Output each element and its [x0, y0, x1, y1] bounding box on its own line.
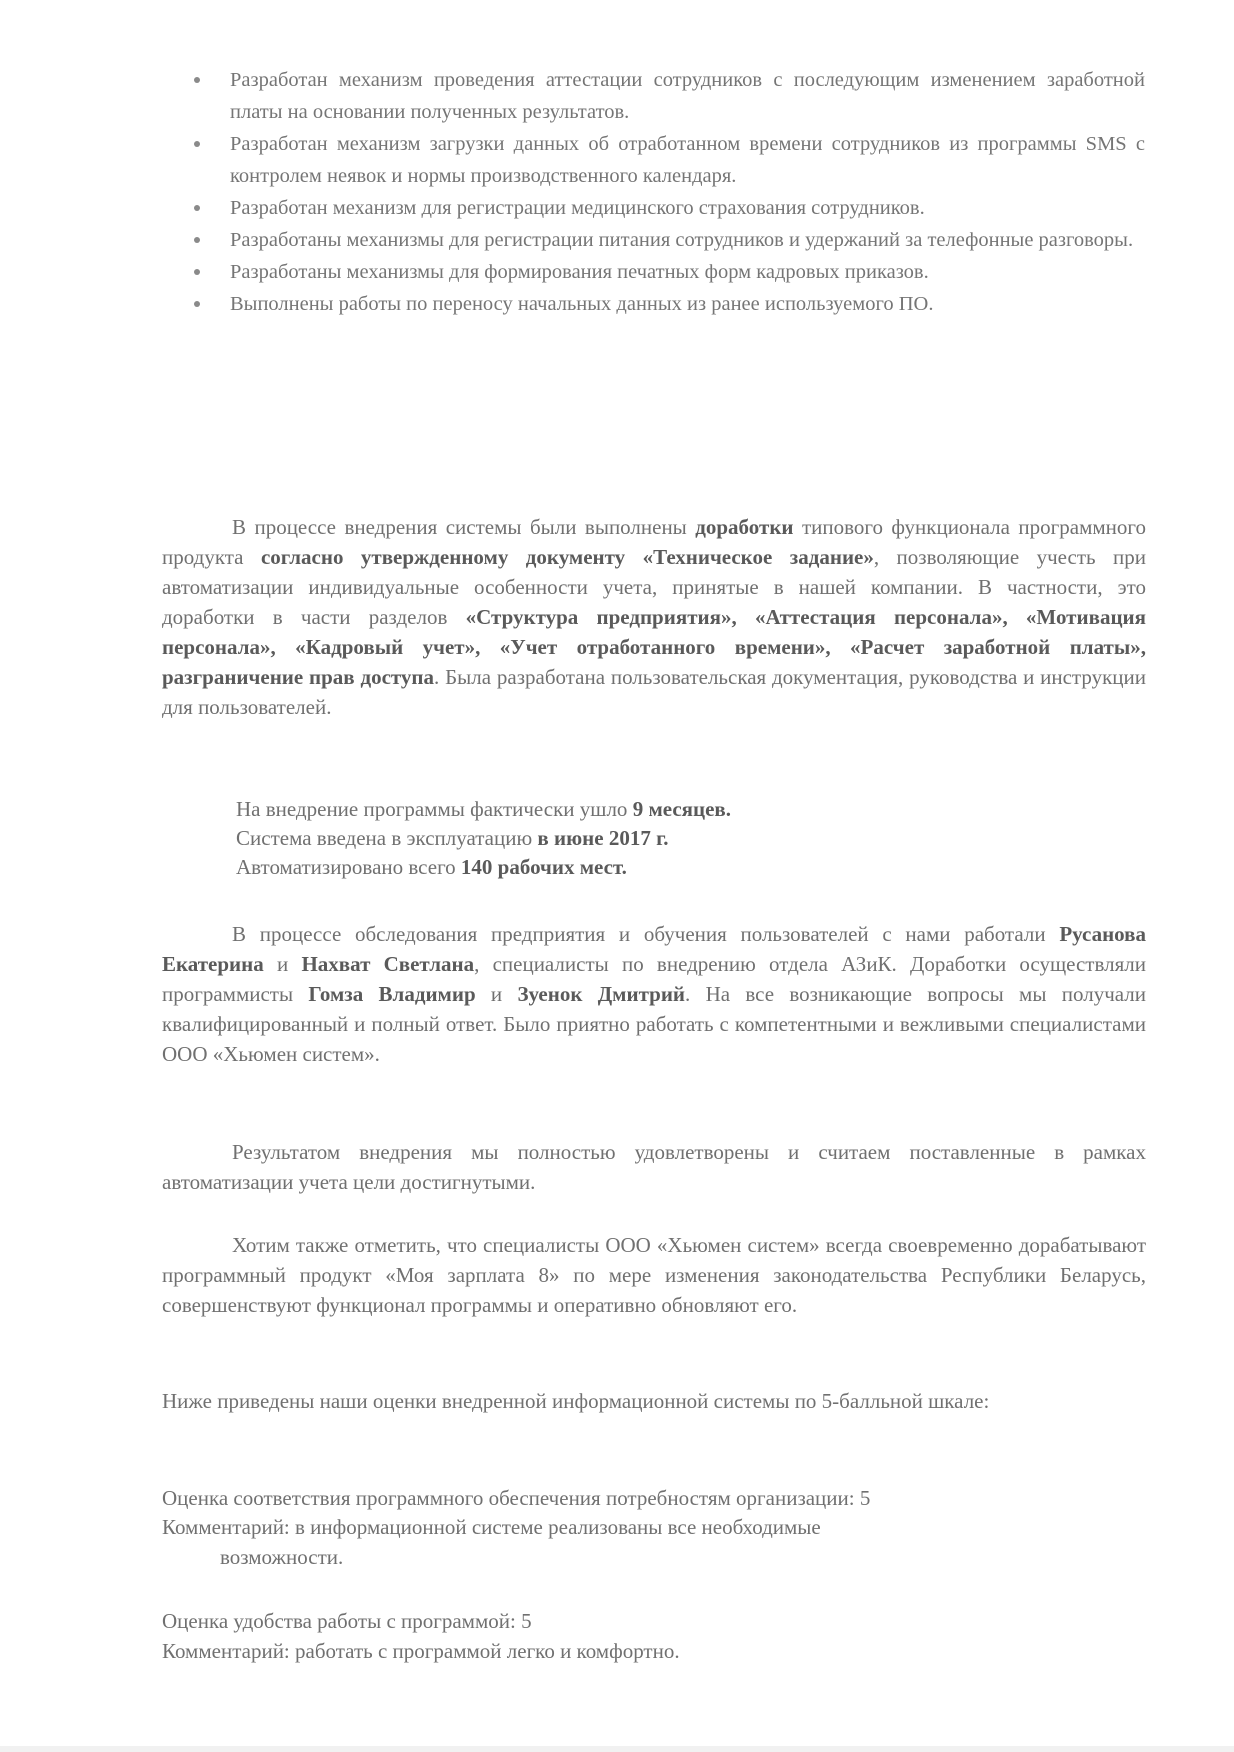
list-item: Разработаны механизмы для формирования печатных форм кадровых приказов.: [190, 256, 1145, 288]
bullet-list: [190, 64, 1145, 320]
bullet-icon: [194, 141, 200, 147]
list-item: Разработан механизм для регистрации медицинского страхования сотрудников.: [190, 192, 1145, 224]
paragraph-refinements: В процессе внедрения системы были выполнены доработки типового функционала программного продукта согласно утвержденному документу «Техническое задание», позволяющие учесть при автоматизации индивидуальные особенности учета, принятые в нашей компании. В частности, это доработки в части разделов «Структура предприятия», «Аттестация персонала», «Мотивация персонала», «Кадровый учет», «Учет отработанного времени», «Расчет заработной платы», разграничение прав доступа. Была разработана пользовательская документация, руководства и инструкции для пользователей.: [162, 515, 1147, 719]
bullet-icon: [194, 237, 200, 243]
fact-duration: На внедрение программы фактически ушло 9 месяцев.: [236, 797, 732, 821]
scan-edge: [0, 1746, 1234, 1752]
list-item: Разработан механизм загрузки данных об отработанном времени сотрудников из программы SMS с контролем неявок и нормы производственного календаря.: [190, 128, 1145, 192]
paragraph-support: Хотим также отметить, что специалисты ООО «Хьюмен систем» всегда своевременно дорабатывают программный продукт «Моя зарплата 8» по мере изменения законодательства Республики Беларусь, совершенствуют функционал программы и оперативно обновляют его.: [162, 1233, 1146, 1317]
comment-compliance-cont: возможности.: [220, 1545, 344, 1569]
rating-usability: Оценка удобства работы с программой: 5: [162, 1609, 532, 1633]
paragraph-ratings-intro: Ниже приведены наши оценки внедренной информационной системы по 5-балльной шкале:: [162, 1389, 990, 1413]
fact-workplaces: Автоматизировано всего 140 рабочих мест.: [236, 855, 627, 879]
bullet-icon: [194, 269, 200, 275]
list-item: Разработаны механизмы для регистрации питания сотрудников и удержаний за телефонные разговоры.: [190, 224, 1145, 256]
list-item: Выполнены работы по переносу начальных данных из ранее используемого ПО.: [190, 288, 1145, 320]
bullet-icon: [194, 77, 200, 83]
bullet-icon: [194, 301, 200, 307]
paragraph-team: В процессе обследования предприятия и обучения пользователей с нами работали Русанова Екатерина и Нахват Светлана, специалисты по внедрению отдела АЗиК. Доработки осуществляли программисты Гомза Владимир и Зуенок Дмитрий. На все возникающие вопросы мы получали квалифицированный и полный ответ. Было приятно работать с компетентными и вежливыми специалистами ООО «Хьюмен систем».: [162, 922, 1146, 1066]
paragraph-result: Результатом внедрения мы полностью удовлетворены и считаем поставленные в рамках автоматизации учета цели достигнутыми.: [162, 1140, 1146, 1194]
rating-compliance: Оценка соответствия программного обеспечения потребностям организации: 5: [162, 1486, 871, 1510]
comment-compliance: Комментарий: в информационной системе реализованы все необходимые: [162, 1515, 821, 1539]
comment-usability: Комментарий: работать с программой легко и комфортно.: [162, 1639, 680, 1663]
bullet-icon: [194, 205, 200, 211]
fact-launch: Система введена в эксплуатацию в июне 2017 г.: [236, 826, 669, 850]
list-item: Разработан механизм проведения аттестации сотрудников с последующим изменением заработной платы на основании полученных результатов.: [190, 64, 1145, 128]
